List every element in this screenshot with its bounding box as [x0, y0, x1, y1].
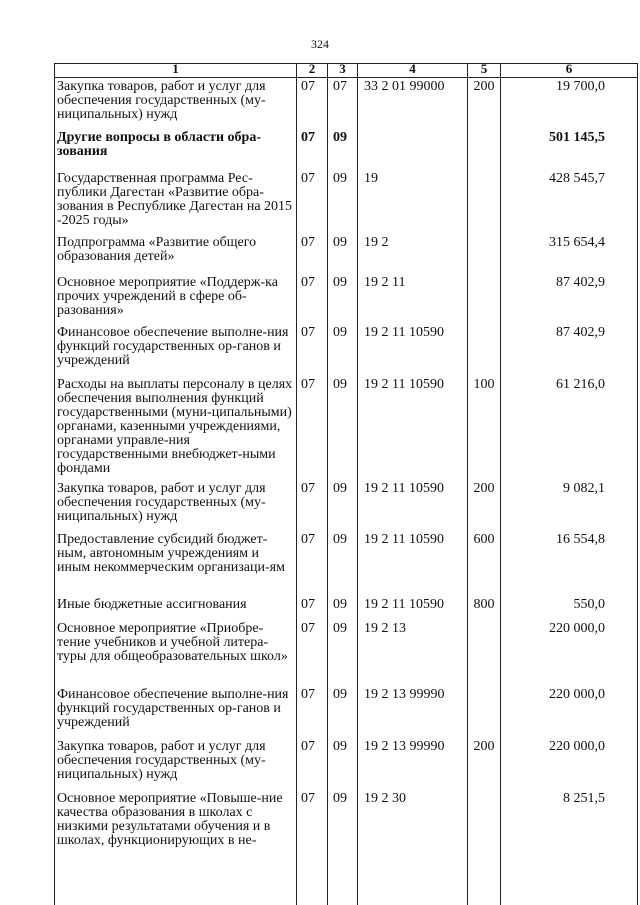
row-section-code: 07: [301, 597, 315, 612]
row-target-code: 19 2 13: [364, 621, 406, 636]
row-subsection-code: 09: [333, 597, 347, 612]
row-amount: 87 402,9: [556, 325, 605, 340]
row-description: Финансовое обеспечение выполне-ния функций государственных ор-ганов и учреждений: [57, 325, 289, 368]
column-header: 5: [480, 61, 488, 76]
row-amount: 8 251,5: [563, 791, 605, 806]
row-description: Основное мероприятие «Повыше-ние качества образования в школах с низкими результатами обучения и в школах, функционирующих в не-: [57, 791, 283, 848]
row-description: Закупка товаров, работ и услуг для обеспечения государственных (му-ниципальных) нужд: [57, 79, 266, 122]
row-section-code: 07: [301, 377, 315, 392]
row-expense-type: 100: [473, 377, 495, 392]
column-divider: [296, 63, 297, 905]
row-target-code: 19 2 30: [364, 791, 406, 806]
row-subsection-code: 09: [333, 171, 347, 186]
column-divider: [357, 63, 358, 905]
row-amount: 16 554,8: [556, 532, 605, 547]
row-amount: 9 082,1: [563, 481, 605, 496]
row-subsection-code: 09: [333, 739, 347, 754]
row-section-code: 07: [301, 275, 315, 290]
column-divider: [500, 63, 501, 905]
row-target-code: 19 2 13 99990: [364, 739, 445, 754]
row-description: Подпрограмма «Развитие общего образования детей»: [57, 235, 257, 264]
row-amount: 315 654,4: [549, 235, 605, 250]
row-expense-type: 200: [473, 481, 495, 496]
row-section-code: 07: [301, 687, 315, 702]
row-target-code: 19 2 11 10590: [364, 597, 444, 612]
row-amount: 501 145,5: [549, 130, 605, 145]
column-divider: [54, 63, 55, 905]
row-description: Закупка товаров, работ и услуг для обеспечения государственных (му-ниципальных) нужд: [57, 739, 266, 782]
row-subsection-code: 09: [333, 377, 347, 392]
row-expense-type: 800: [473, 597, 495, 612]
row-section-code: 07: [301, 130, 315, 145]
row-target-code: 19 2 11 10590: [364, 377, 444, 392]
row-amount: 220 000,0: [549, 739, 605, 754]
row-target-code: 19 2 11 10590: [364, 532, 444, 547]
row-target-code: 19: [364, 171, 378, 186]
row-amount: 220 000,0: [549, 621, 605, 636]
row-amount: 19 700,0: [556, 79, 605, 94]
row-section-code: 07: [301, 532, 315, 547]
column-header: 1: [172, 61, 179, 76]
row-subsection-code: 09: [333, 235, 347, 250]
row-description: Основное мероприятие «Поддерж-ка прочих учреждений в сфере об-разования»: [57, 275, 278, 318]
row-description: Расходы на выплаты персоналу в целях обеспечения выполнения функций государственными (муни-ципальными) органами, казенными учреждениями, органами управле-ния государственными внебюджет-ными фондами: [57, 377, 293, 476]
row-section-code: 07: [301, 791, 315, 806]
row-subsection-code: 09: [333, 325, 347, 340]
row-amount: 220 000,0: [549, 687, 605, 702]
row-target-code: 19 2: [364, 235, 389, 250]
row-target-code: 19 2 13 99990: [364, 687, 445, 702]
row-section-code: 07: [301, 621, 315, 636]
row-description: Закупка товаров, работ и услуг для обеспечения государственных (му-ниципальных) нужд: [57, 481, 266, 524]
row-subsection-code: 07: [333, 79, 347, 94]
row-expense-type: 200: [473, 739, 495, 754]
column-header: 3: [339, 61, 346, 76]
row-section-code: 07: [301, 739, 315, 754]
row-target-code: 19 2 11: [364, 275, 406, 290]
column-divider: [637, 63, 638, 905]
row-description: Иные бюджетные ассигнования: [57, 597, 247, 612]
page-number: 324: [311, 37, 329, 51]
row-section-code: 07: [301, 171, 315, 186]
row-subsection-code: 09: [333, 130, 347, 145]
column-header: 2: [308, 61, 316, 76]
row-subsection-code: 09: [333, 621, 347, 636]
row-amount: 87 402,9: [556, 275, 605, 290]
row-amount: 61 216,0: [556, 377, 605, 392]
row-section-code: 07: [301, 235, 315, 250]
row-target-code: 19 2 11 10590: [364, 325, 444, 340]
row-amount: 550,0: [573, 597, 605, 612]
column-header: 6: [565, 61, 573, 76]
column-header: 4: [409, 61, 416, 76]
row-subsection-code: 09: [333, 532, 347, 547]
row-subsection-code: 09: [333, 275, 347, 290]
row-description: Финансовое обеспечение выполне-ния функций государственных ор-ганов и учреждений: [57, 687, 289, 730]
row-target-code: 33 2 01 99000: [364, 79, 445, 94]
row-subsection-code: 09: [333, 687, 347, 702]
row-section-code: 07: [301, 481, 315, 496]
row-description: Другие вопросы в области обра-зования: [57, 130, 262, 159]
row-subsection-code: 09: [333, 791, 347, 806]
row-section-code: 07: [301, 325, 315, 340]
row-section-code: 07: [301, 79, 315, 94]
row-amount: 428 545,7: [549, 171, 605, 186]
row-description: Государственная программа Рес-публики Дагестан «Развитие обра-зования в Республике Дагестан на 2015 -2025 годы»: [57, 171, 293, 228]
row-expense-type: 200: [473, 79, 495, 94]
column-divider: [327, 63, 328, 905]
row-subsection-code: 09: [333, 481, 347, 496]
header-bottom-border: [54, 77, 638, 78]
row-description: Основное мероприятие «Приобре-тение учебников и учебной литера-туры для общеобразовательных школ»: [57, 621, 288, 664]
row-description: Предоставление субсидий бюджет-ным, автономным учреждениям и иным некоммерческим организаци-ям: [57, 532, 285, 575]
row-expense-type: 600: [473, 532, 495, 547]
row-target-code: 19 2 11 10590: [364, 481, 444, 496]
